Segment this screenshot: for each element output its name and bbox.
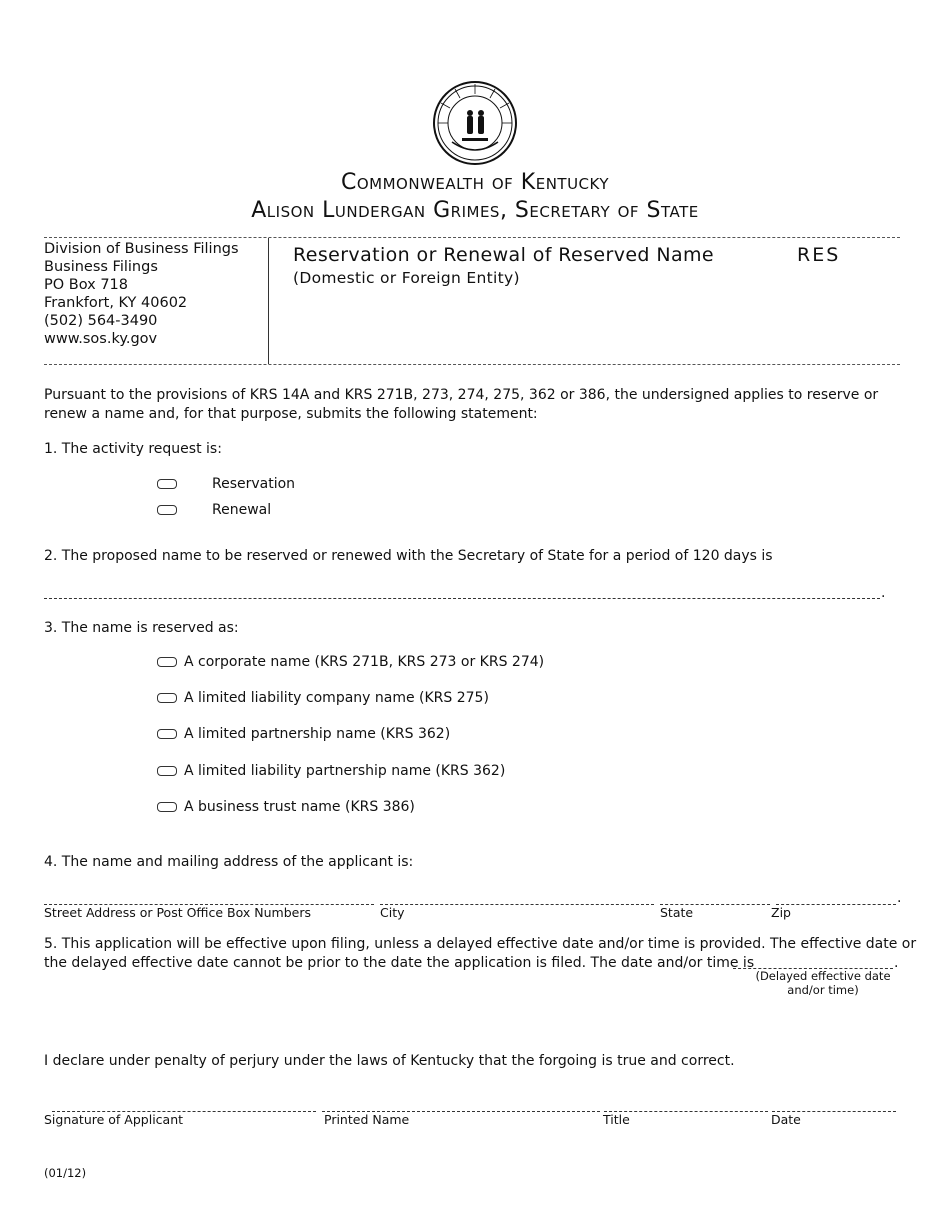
q4-period: .	[897, 890, 902, 906]
renewal-label: Renewal	[212, 502, 272, 518]
renewal-checkbox[interactable]	[157, 505, 177, 515]
llc-name-checkbox[interactable]	[157, 693, 177, 703]
title-caption: Title	[603, 1112, 630, 1127]
state-seal	[432, 80, 518, 166]
reservation-checkbox[interactable]	[157, 479, 177, 489]
proposed-name-field[interactable]	[44, 598, 880, 599]
office-phone: (502) 564-3490	[44, 313, 158, 329]
intro-line2: renew a name and, for that purpose, submits the following statement:	[44, 406, 538, 422]
form-title: Reservation or Renewal of Reserved Name	[293, 244, 714, 266]
llc-name-label: A limited liability company name (KRS 275)	[184, 690, 489, 706]
reservation-label: Reservation	[212, 476, 296, 492]
q1-label: 1. The activity request is:	[44, 441, 222, 457]
q2-period: .	[881, 585, 886, 601]
header-divider	[268, 238, 269, 364]
lp-name-checkbox[interactable]	[157, 729, 177, 739]
llp-name-label: A limited liability partnership name (KRS 362)	[184, 763, 506, 779]
q4-label: 4. The name and mailing address of the applicant is:	[44, 854, 414, 870]
office-po-box: PO Box 718	[44, 277, 129, 293]
effective-date-caption-line2: and/or time)	[787, 983, 859, 997]
signature-caption: Signature of Applicant	[44, 1112, 184, 1127]
llp-name-checkbox[interactable]	[157, 766, 177, 776]
intro-paragraph	[44, 386, 914, 424]
declaration-text: I declare under penalty of perjury under the laws of Kentucky that the forgoing is true and correct.	[44, 1053, 735, 1069]
office-division: Division of Business Filings	[44, 241, 239, 257]
q5-period: .	[894, 955, 899, 971]
zip-field[interactable]	[776, 904, 896, 905]
revision-date: (01/12)	[44, 1166, 87, 1180]
city-caption: City	[380, 905, 405, 920]
form-subtitle: (Domestic or Foreign Entity)	[293, 269, 520, 287]
effective-date-caption	[733, 969, 913, 997]
state-caption: State	[660, 905, 694, 920]
corporate-name-label: A corporate name (KRS 271B, KRS 273 or KRS 274)	[184, 654, 545, 670]
effective-date-caption-line1: (Delayed effective date	[755, 969, 891, 983]
header-bottom-rule	[44, 364, 900, 365]
corporate-name-checkbox[interactable]	[157, 657, 177, 667]
header-top-rule	[44, 237, 900, 238]
lp-name-label: A limited partnership name (KRS 362)	[184, 726, 451, 742]
title-commonwealth: Commonwealth of Kentucky	[340, 170, 609, 195]
office-city: Frankfort, KY 40602	[44, 295, 188, 311]
office-address	[44, 240, 239, 348]
business-trust-label: A business trust name (KRS 386)	[184, 799, 415, 815]
q2-label: 2. The proposed name to be reserved or renewed with the Secretary of State for a period of 120 days is	[44, 548, 773, 564]
printed-name-caption: Printed Name	[324, 1112, 410, 1127]
q3-label: 3. The name is reserved as:	[44, 620, 239, 636]
zip-caption: Zip	[771, 905, 791, 920]
city-field[interactable]	[380, 904, 654, 905]
office-website: www.sos.ky.gov	[44, 331, 158, 347]
intro-line1: Pursuant to the provisions of KRS 14A and KRS 271B, 273, 274, 275, 362 or 386, the undersigned applies to reserve or	[44, 387, 879, 403]
business-trust-checkbox[interactable]	[157, 802, 177, 812]
office-unit: Business Filings	[44, 259, 158, 275]
form-code: RES	[797, 244, 841, 266]
date-caption: Date	[771, 1112, 801, 1127]
q5-line1: 5. This application will be effective upon filing, unless a delayed effective date and/or time is provided. The effective date or	[44, 936, 917, 952]
street-address-caption: Street Address or Post Office Box Numbers	[44, 905, 311, 920]
title-secretary: Alison Lundergan Grimes, Secretary of State	[251, 198, 699, 223]
q5-line2: the delayed effective date cannot be prior to the date the application is filed. The date and/or time is	[44, 955, 755, 971]
